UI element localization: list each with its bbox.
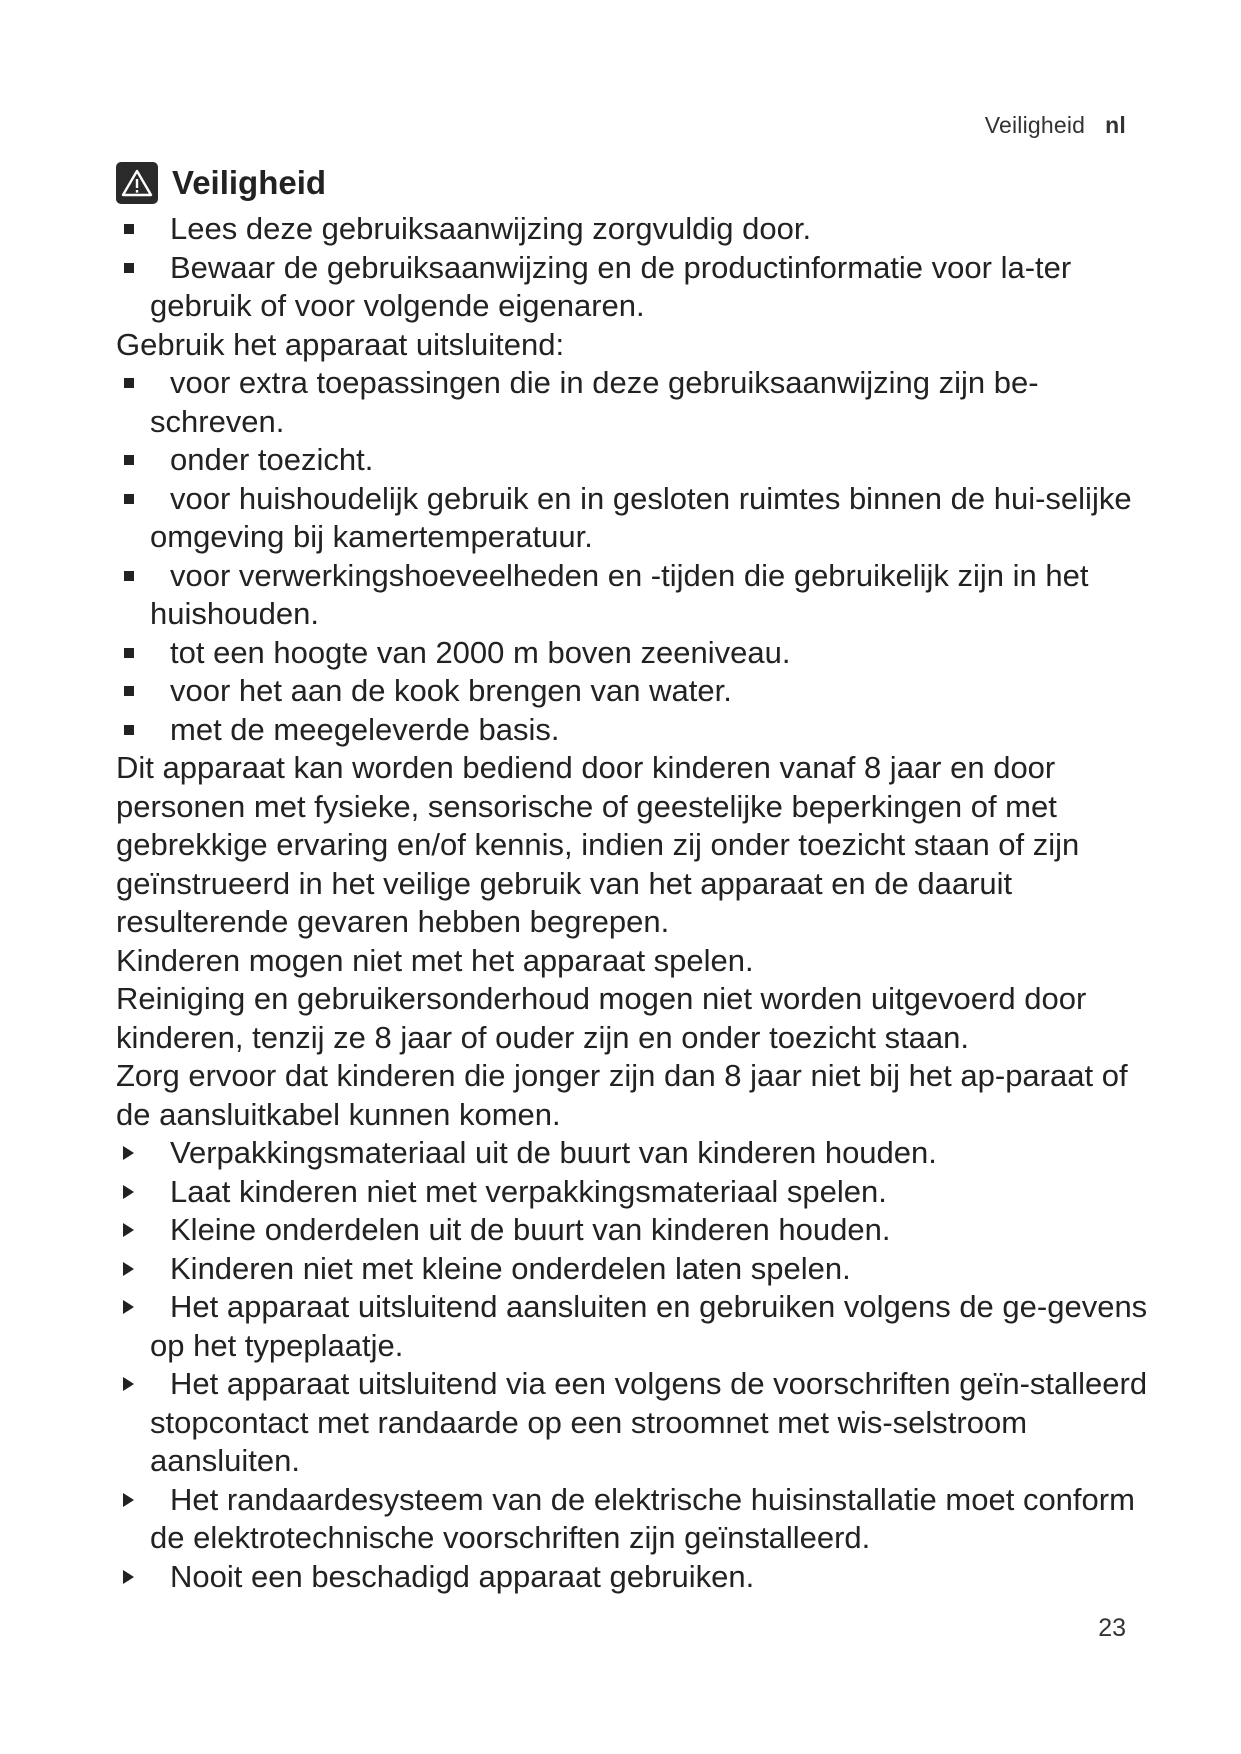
list-item: Bewaar de gebruiksaanwijzing en de productinformatie voor la-ter gebruik of voor volgende eigenaren. [116,249,1156,326]
list-item: voor verwerkingshoeveelheden en -tijden die gebruikelijk zijn in het huishouden. [116,557,1156,634]
instruction-list [116,1134,1156,1596]
header-section: Veiligheid [984,112,1086,138]
usage-bullet-list [116,364,1156,749]
list-item: voor het aan de kook brengen van water. [116,672,1156,711]
warning-triangle-icon [116,162,158,204]
list-item: voor extra toepassingen die in deze gebruiksaanwijzing zijn be-schreven. [116,364,1156,441]
paragraph: Dit apparaat kan worden bediend door kinderen vanaf 8 jaar en door personen met fysieke, sensorische of geestelijke beperkingen of met gebrekkige ervaring en/of kennis, indien zij onder toezicht staan of zijn geïnstrueerd in het veilige gebruik van het apparaat en de daaruit resulterende gevaren hebben begrepen. [116,750,1080,939]
paragraph: Reiniging en gebruikersonderhoud mogen niet worden uitgevoerd door kinderen, tenzij ze 8 jaar of ouder zijn en onder toezicht staan. [116,981,1087,1055]
intro-bullet-list [116,210,1156,326]
header-language: nl [1105,112,1126,138]
list-item: onder toezicht. [116,441,1156,480]
instruction-item: Kinderen niet met kleine onderdelen laten spelen. [116,1250,1156,1289]
instruction-item: Kleine onderdelen uit de buurt van kinderen houden. [116,1211,1156,1250]
paragraph: Kinderen mogen niet met het apparaat spelen. [116,942,754,978]
paragraph: Zorg ervoor dat kinderen die jonger zijn dan 8 jaar niet bij het ap-paraat of de aansluitkabel kunnen komen. [116,1058,1128,1132]
instruction-item: Nooit een beschadigd apparaat gebruiken. [116,1558,1156,1597]
instruction-item: Het apparaat uitsluitend via een volgens de voorschriften geïn-stalleerd stopcontact met randaarde op een stroomnet met wis-selstroom aansluiten. [116,1365,1156,1481]
list-item: tot een hoogte van 2000 m boven zeeniveau. [116,634,1156,673]
instruction-item: Het randaardesysteem van de elektrische huisinstallatie moet conform de elektrotechnische voorschriften zijn geïnstalleerd. [116,1481,1156,1558]
list-item: Lees deze gebruiksaanwijzing zorgvuldig door. [116,210,1156,249]
safety-section [116,160,1156,1596]
instruction-item: Laat kinderen niet met verpakkingsmateriaal spelen. [116,1173,1156,1212]
section-title: Veiligheid [172,163,327,201]
instruction-item: Verpakkingsmateriaal uit de buurt van kinderen houden. [116,1134,1156,1173]
usage-intro: Gebruik het apparaat uitsluitend: [116,326,565,362]
running-header [985,112,1126,139]
instruction-item: Het apparaat uitsluitend aansluiten en gebruiken volgens de ge-gevens op het typeplaatje. [116,1288,1156,1365]
list-item: voor huishoudelijk gebruik en in gesloten ruimtes binnen de hui-selijke omgeving bij kamertemperatuur. [116,480,1156,557]
list-item: met de meegeleverde basis. [116,711,1156,750]
page-number: 23 [1098,1614,1126,1642]
section-heading [116,160,1156,206]
